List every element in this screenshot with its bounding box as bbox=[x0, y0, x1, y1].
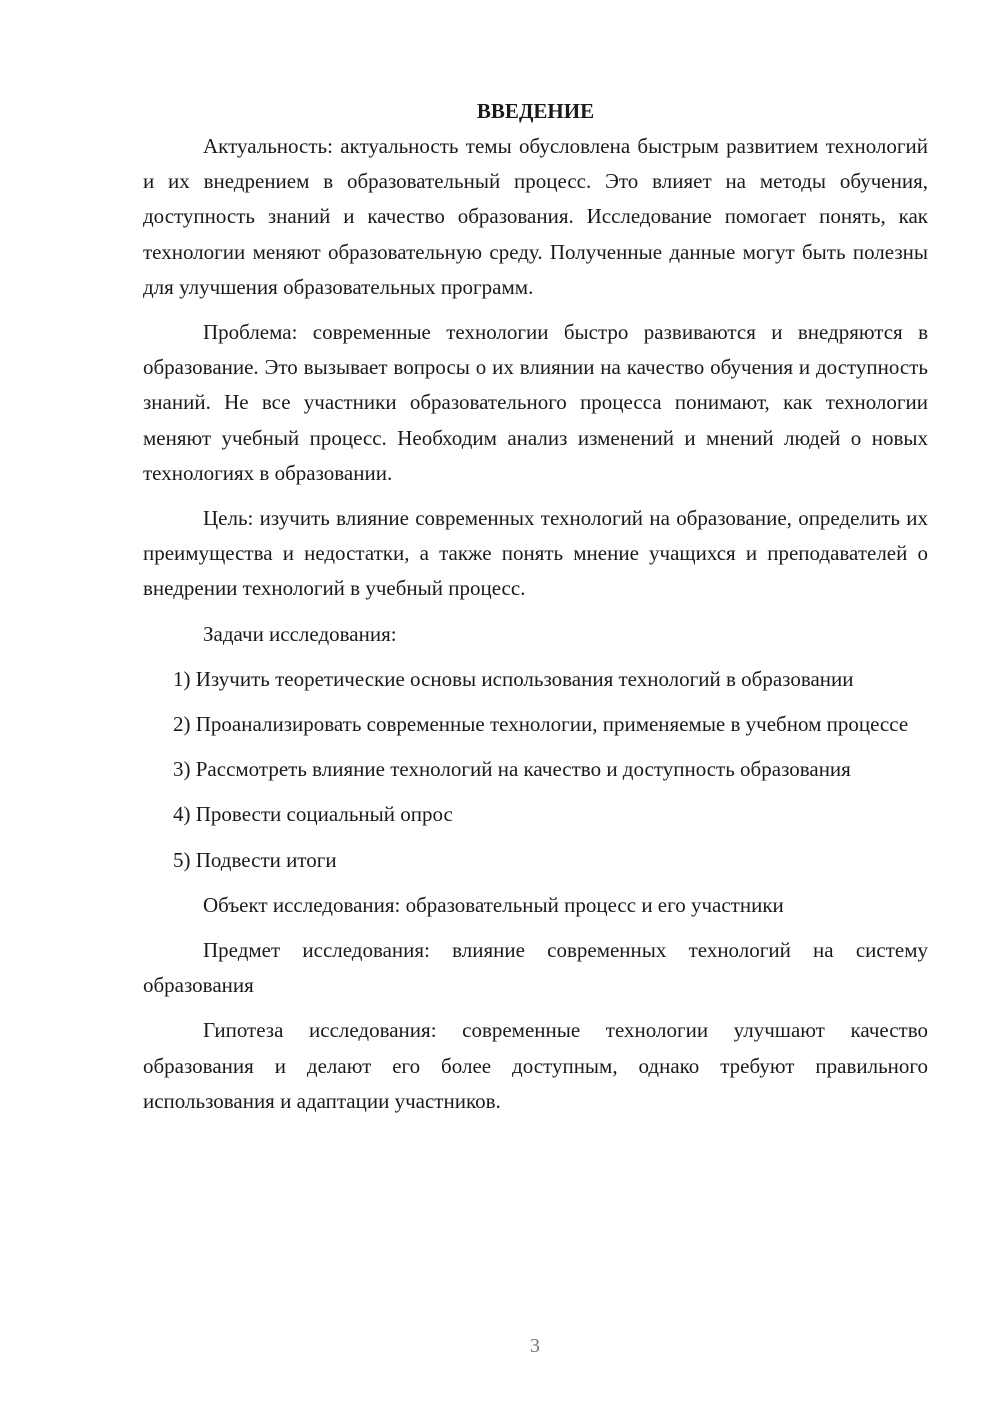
task-item-2: 2) Проанализировать современные технологии, применяемые в учебном процессе bbox=[173, 712, 909, 737]
paragraph-object: Объект исследования: образовательный процесс и его участники bbox=[203, 892, 784, 917]
task-item-1: 1) Изучить теоретические основы использования технологий в образовании bbox=[173, 666, 854, 691]
page-body bbox=[143, 94, 928, 1119]
task-item-5: 5) Подвести итоги bbox=[173, 847, 337, 872]
paragraph-subject: Предмет исследования: влияние современных технологий на систему образования bbox=[143, 938, 928, 998]
paragraph-problem: Проблема: современные технологии быстро развиваются и внедряются в образование. Это вызывает вопросы о их влиянии на качество обучения и доступность знаний. Не все участники образовательного процесса понимают, как технологии меняют учебный процесс. Необходим анализ изменений и мнений людей о новых технологиях в образовании. bbox=[143, 320, 928, 485]
paragraph-hypothesis: Гипотеза исследования: современные технологии улучшают качество образования и делают его более доступным, однако требуют правильного использования и адаптации участников. bbox=[143, 1018, 928, 1113]
paragraph-goal: Цель: изучить влияние современных технологий на образование, определить их преимущества и недостатки, а также понять мнение учащихся и преподавателей о внедрении технологий в учебный процесс. bbox=[143, 506, 928, 601]
tasks-heading: Задачи исследования: bbox=[203, 621, 397, 646]
paragraph-relevance: Актуальность: актуальность темы обусловлена быстрым развитием технологий и их внедрением в образовательный процесс. Это влияет на методы обучения, доступность знаний и качество образования. Исследование помогает понять, как технологии меняют образовательную среду. Полученные данные могут быть полезны для улучшения образовательных программ. bbox=[143, 134, 928, 299]
page-number: 3 bbox=[530, 1335, 540, 1357]
task-item-4: 4) Провести социальный опрос bbox=[173, 802, 453, 827]
page-title: ВВЕДЕНИЕ bbox=[476, 99, 595, 123]
task-item-3: 3) Рассмотреть влияние технологий на качество и доступность образования bbox=[173, 757, 851, 782]
